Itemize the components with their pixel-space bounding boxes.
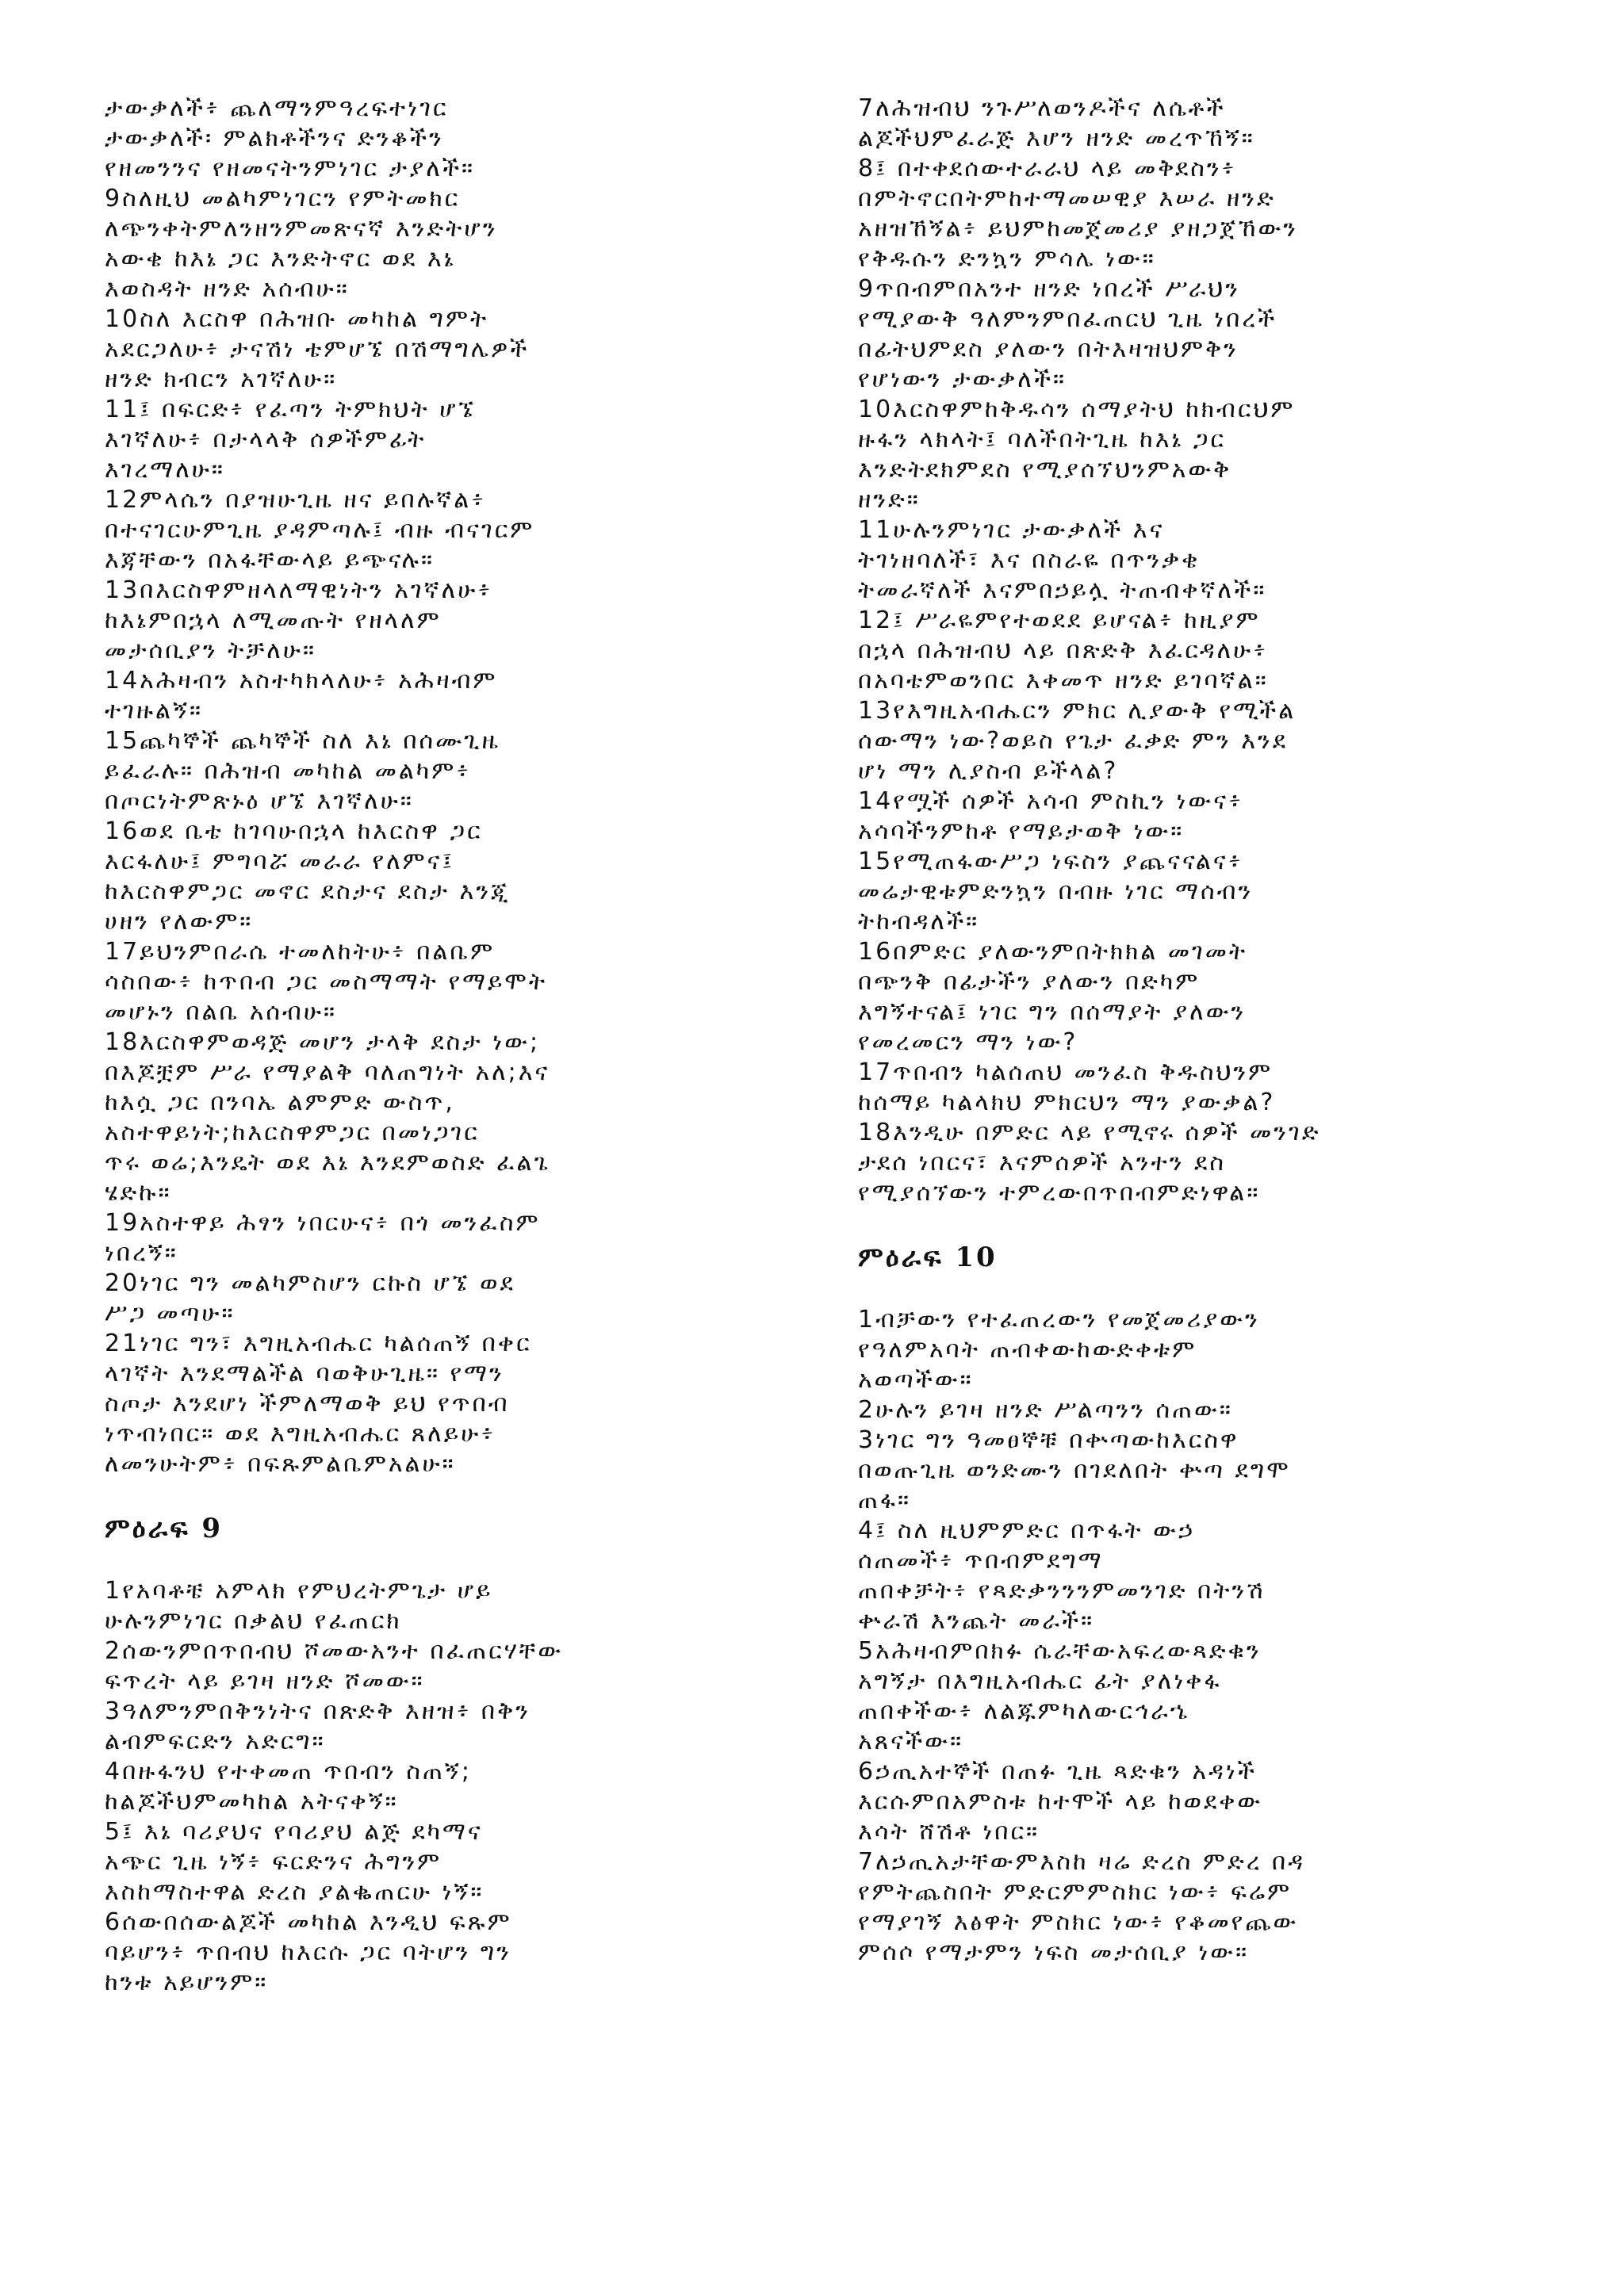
text-line: 11፤ በፍርድ፥ የፈጣን ትምክህት ሆኜ [105,396,477,423]
chapter-9-heading: ምዕራፍ 9 [105,1513,224,1544]
text-line: ሀዘን የለውም። [105,908,254,936]
text-line: 1የአባቶቼ አምላክ የምህረትምጌታ ሆይ [105,1577,493,1605]
text-line: 11ሁሉንምነገር ታውቃለች እና [858,516,1165,544]
text-line: ትገነዘባለች፣ እና በስራዬ በጥንቃቄ [858,546,1201,574]
text-line: አስተዋይነት;ከእርስዋምጋር በመነጋገር [105,1119,480,1146]
text-line: ሆነ ማን ሊያስብ ይችላል? [858,757,1119,785]
text-line: ምሰሶ የማታምን ነፍስ መታሰቢያ ነው። [858,1938,1250,1966]
text-line: የሚያሰኘውን ተምረውበጥበብምድነዋል። [858,1179,1261,1207]
text-line: 21ነገር ግን፣ እግዚአብሔር ካልሰጠኝ በቀር [105,1330,532,1357]
text-line: እወስዳት ዘንድ አሰብሁ። [105,275,350,303]
text-line: 4፤ ስለ ዚህምምድር በጥፋት ውኃ [858,1517,1196,1544]
text-line: እርፋለሁ፤ ምግባሯ መራራ የለምና፤ [105,848,454,875]
text-line: በጭንቅ በፊታችን ያለውን በድካም [858,968,1201,996]
text-line: ለጭንቀትምለንዘንምመጽናኛ እንድትሆን [105,215,498,243]
text-line: ትከብዳለች። [858,908,980,936]
text-line: በጦርነትምጽኑዕ ሆኜ እገኛለሁ። [105,787,414,815]
text-line: መታሰቢያን ትቻለሁ። [105,637,316,664]
text-line: 18እንዲሁ በምድር ላይ የሚኖሩ ሰዎች መንገድ [858,1119,1321,1146]
text-line: 4በዙፋንህ የተቀመጠ ጥበብን ስጠኝ; [105,1758,472,1785]
text-line: ከእኔምበኋላ ለሚመጡት የዘላለም [105,607,442,634]
text-line: የዘመንንና የዘመናትንምነገር ታያለች። [105,155,476,182]
text-line: 7ለሕዝብህ ንጉሥለወንዶችና ለሴቶች [858,94,1226,122]
text-line: አግኝታ በእግዚአብሔር ፊት ያለነቀፋ [858,1667,1222,1695]
text-line: የማያገኝ እፅዋት ምስክር ነው፥ የቆመየጨው [858,1908,1299,1936]
text-line: ሥጋ መጣሁ። [105,1299,236,1327]
text-line: ይፈራሉ። በሕዝብ መካከል መልካም፥ [105,757,472,785]
text-line: ትመራኛለች እናምበኃይሏ ትጠብቀኛለች። [858,576,1267,604]
text-line: እገረማለሁ። [105,456,225,484]
text-line: ጠፋ። [858,1487,912,1514]
text-line: ቍራሽ እንጨት መራች። [858,1607,1095,1635]
text-line: ከሰማይ ካልላክህ ምክርህን ማን ያውቃል? [858,1089,1276,1116]
text-line: 2ሰውንምበጥበብህ ሾመውአንተ በፈጠርሃቸው [105,1637,564,1665]
text-line: 12፤ ሥራዬምየተወደደ ይሆናል፥ ከዚያም [858,607,1261,634]
text-line: 10እርስዋምከቅዱሳን ሰማያትህ ከክብርህም [858,396,1296,423]
text-line: ዙፋን ላክላት፤ ባለችበትጊዜ ከእኔ ጋር [858,426,1226,453]
text-line: አጭር ጊዜ ነኝ፥ ፍርድንና ሕግንም [105,1848,442,1876]
text-line: እጃቸውን በአፋቸውላይ ይጭናሉ። [105,546,435,574]
right-column [858,94,1516,1968]
text-line: የሆነውን ታውቃለች። [858,365,1067,393]
text-line: አዘዝኸኝል፥ ይህምከመጀመሪያ ያዘጋጀኸውን [858,215,1299,243]
text-line: ዘንድ ክብርን አገኛለሁ። [105,365,338,393]
text-line: አውቄ ከእኔ ጋር እንድትኖር ወደ እኔ [105,245,456,273]
text-line: በተናገርሁምጊዜ ያዳምጣሉ፤ ብዙ ብናገርም [105,516,535,544]
text-line: ሁሉንምነገር በቃልህ የፈጠርክ [105,1607,402,1635]
text-line: መሆኑን በልቤ አሰብሁ። [105,998,338,1026]
text-line: ሄድኩ። [105,1179,172,1207]
text-line: 1ብቻውን የተፈጠረውን የመጀመሪያውን [858,1306,1260,1334]
text-line: በምትኖርበትምከተማመሠዊያ እሠራ ዘንድ [858,185,1276,212]
text-line: እንድትደክምደስ የሚያሰኘህንምአውቅ [858,456,1232,484]
text-line: የዓለምአባት ጠብቀውከውድቀቱም [858,1336,1197,1364]
text-line: 3ዓለምንምበቅንነትና በጽድቅ እዘዝ፥ በቅን [105,1697,530,1725]
left-column [105,94,763,1998]
text-line: ነበረኝ። [105,1239,178,1267]
text-line: ላገኛት እንደማልችል ባወቅሁጊዜ። የማን [105,1360,504,1387]
text-line: እግኝተናል፤ ነገር ግን በሰማያት ያለውን [858,998,1247,1026]
chapter-9-passage [105,1576,763,1998]
text-line: የመረመርን ማን ነው? [858,1028,1078,1056]
text-line: 5አሕዛብምበክፉ ሴራቸውአፍረውጻድቁን [858,1637,1262,1665]
text-line: 15የሚጠፋውሥጋ ነፍስን ያጨናናልና፥ [858,848,1243,875]
text-line: 8፤ በተቀደሰውተራራህ ላይ መቅደስን፥ [858,155,1237,182]
text-line: 16በምድር ያለውንምበትክክል መገመት [858,938,1248,966]
text-line: ከእሷ ጋር በንባኤ ልምምድ ውስጥ, [105,1089,455,1116]
text-line: ሳስበው፥ ከጥበብ ጋር መስማማት የማይሞት [105,968,548,996]
text-line: ታውቃለች፡ ምልክቶችንና ድንቆችን [105,124,444,152]
text-line: 2ሁሉን ይገዛ ዘንድ ሥልጣንን ሰጠው። [858,1396,1233,1424]
text-line: ታደሰ ነበርና፣ እናምሰዎች አንተን ደስ [858,1149,1226,1177]
text-line: 17ይህንምበራሴ ተመለከትሁ፥ በልቤም [105,938,496,966]
text-line: አሳባችንምከቶ የማይታወቅ ነው። [858,817,1185,845]
text-line: ፍጥረት ላይ ይገዛ ዘንድ ሾመው። [105,1667,425,1695]
text-line: 19አስተዋይ ሕፃን ነበርሁና፥ በጎ መንፈስም [105,1209,541,1237]
text-line: 14የሟች ሰዎች አሳብ ምስኪን ነውና፥ [858,787,1243,815]
text-line: በአባቴምወንበር እቀመጥ ዘንድ ይገባኛል። [858,667,1269,695]
text-line: ጠበቀቻት፥ የጻድቃንንንምመንገድ በትንሽ [858,1577,1266,1605]
text-line: ከንቱ አይሆንም። [105,1969,269,1996]
text-line: 15ጨካኞች ጨካኞች ስለ እኔ በሰሙጊዜ [105,727,500,755]
text-line: ባይሆን፥ ጥበብህ ከእርሱ ጋር ባትሆን ግን [105,1938,511,1966]
text-line: ሰውማን ነው?ወይስ የጌታ ፈቃድ ምን እንደ [858,727,1289,755]
text-line: ስጦታ እንደሆነ ችምለማወቅ ይህ የጥበብ [105,1390,510,1418]
text-line: መሬታዊቱምድንኳን በብዙ ነገር ማሰብን [858,878,1254,905]
text-line: ከልጆችህምመካከል አትናቀኝ። [105,1788,399,1816]
right-top-passage [858,94,1516,1208]
text-line: 13የእግዚአብሔርን ምክር ሊያውቅ የሚችል [858,697,1297,725]
text-line: 13በእርስዋምዘላለማዊነትን አገኛለሁ፥ [105,576,493,604]
text-line: 6ኃጢአተኞች በጠፉ ጊዜ ጻድቁን አዳነች [858,1758,1257,1785]
text-line: አወጣችው። [858,1366,974,1394]
text-line: 3ነገር ግን ዓመፀኞቹ በቍጣውከእርስዋ [858,1426,1239,1454]
left-top-passage [105,94,763,1479]
text-line: እገኛለሁ፥ በታላላቅ ሰዎችምፊት [105,426,427,453]
text-line: ለመንሁትም፥ በፍጹምልቤምአልሁ። [105,1450,456,1478]
text-line: የቅዱሱን ድንኳን ምሳሌ ነው። [858,245,1156,273]
text-line: 14አሕዛብን አስተካክላለሁ፥ አሕዛብም [105,667,498,695]
text-line: ታውቃለች፥ ጨለማንምዓረፍተነገር [105,94,449,122]
chapter-10-heading: ምዕራፍ 10 [858,1242,998,1273]
text-line: የምትጨስበት ምድርምምስክር ነው፥ ፍሬም [858,1878,1293,1906]
text-line: 9ጥበብምበአንተ ዘንድ ነበረች ሥራህን [858,275,1240,303]
text-line: አደርጋለሁ፥ ታናሽነ ቴምሆኜ በሽማግሌዎች [105,335,530,363]
text-line: 17ጥበብን ካልሰጠህ መንፈስ ቅዱስህንም [858,1058,1274,1086]
text-line: ሰጠመች፥ ጥበብምደግማ [858,1547,1104,1575]
text-line: እርሱምበአምስቱ ከተሞች ላይ ከወደቀው [858,1788,1263,1816]
text-line: 5፤ እኔ ባሪያህና የባሪያህ ልጅ ደካማና [105,1818,483,1846]
text-line: ጥሩ ወሬ;እንዴት ወደ እኔ እንደምወስድ ፈልጌ [105,1149,551,1177]
text-line: ከእርስዋምጋር መኖር ደስታና ደስታ እንጂ [105,878,511,905]
text-line: 9ስለዚህ መልካምነገርን የምትመክር [105,185,461,212]
text-line: 10ስለ እርስዋ በሕዝቡ መካከል ግምት [105,305,489,333]
text-line: በኋላ በሕዝብህ ላይ በጽድቅ እፈርዳለሁ፥ [858,637,1269,664]
text-line: 6ሰውበሰውልጆች መካከል እንዲህ ፍጹም [105,1908,512,1936]
text-line: ልብምፍርድን አድርግ። [105,1728,326,1755]
text-line: ልጆችህምፈራጅ እሆን ዘንድ መረጥኸኝ። [858,124,1255,152]
text-line: ጠበቀችው፥ ለልጁምካለውርኅራኄ [858,1697,1190,1725]
text-line: በእጆቿም ሥራ የማያልቅ ባለጠግነት አለ;እና [105,1058,550,1086]
text-line: የሚያውቅ ዓለምንምበፈጠርህ ጊዜ ነበረች [858,305,1277,333]
text-line: ነጥብነበር። ወደ እግዚአብሔር ጸለይሁ፥ [105,1420,496,1448]
text-line: እስከማስተዋል ድረስ ያልቈጠርሁ ነኝ። [105,1878,485,1906]
text-line: እሳት ሸሽቶ ነበር። [858,1818,1040,1846]
text-line: 20ነገር ግን መልካምስሆን ርኩስ ሆኜ ወደ [105,1269,515,1297]
text-line: 7ለኃጢአታቸውምእስከ ዛሬ ድረስ ምድረ በዳ [858,1848,1305,1876]
text-line: 18እርስዋምወዳጅ መሆን ታላቅ ደስታ ነው; [105,1028,541,1056]
text-line: 16ወደ ቤቴ ከገባሁበኋላ ከእርስዋ ጋር [105,817,483,845]
chapter-10-passage [858,1305,1516,1968]
text-line: 12ምላሴን በያዝሁጊዜ ዘና ይበሉኛል፥ [105,486,487,514]
text-line: አጸናችው። [858,1728,964,1755]
text-line: ዘንድ። [858,486,921,514]
text-line: በፊትህምደስ ያለውን በትእዛዝህምቅን [858,335,1239,363]
text-line: በወጡጊዜ ወንድሙን በገደለበት ቍጣ ደግሞ [858,1456,1291,1484]
text-line: ተገዙልኝ። [105,697,203,725]
